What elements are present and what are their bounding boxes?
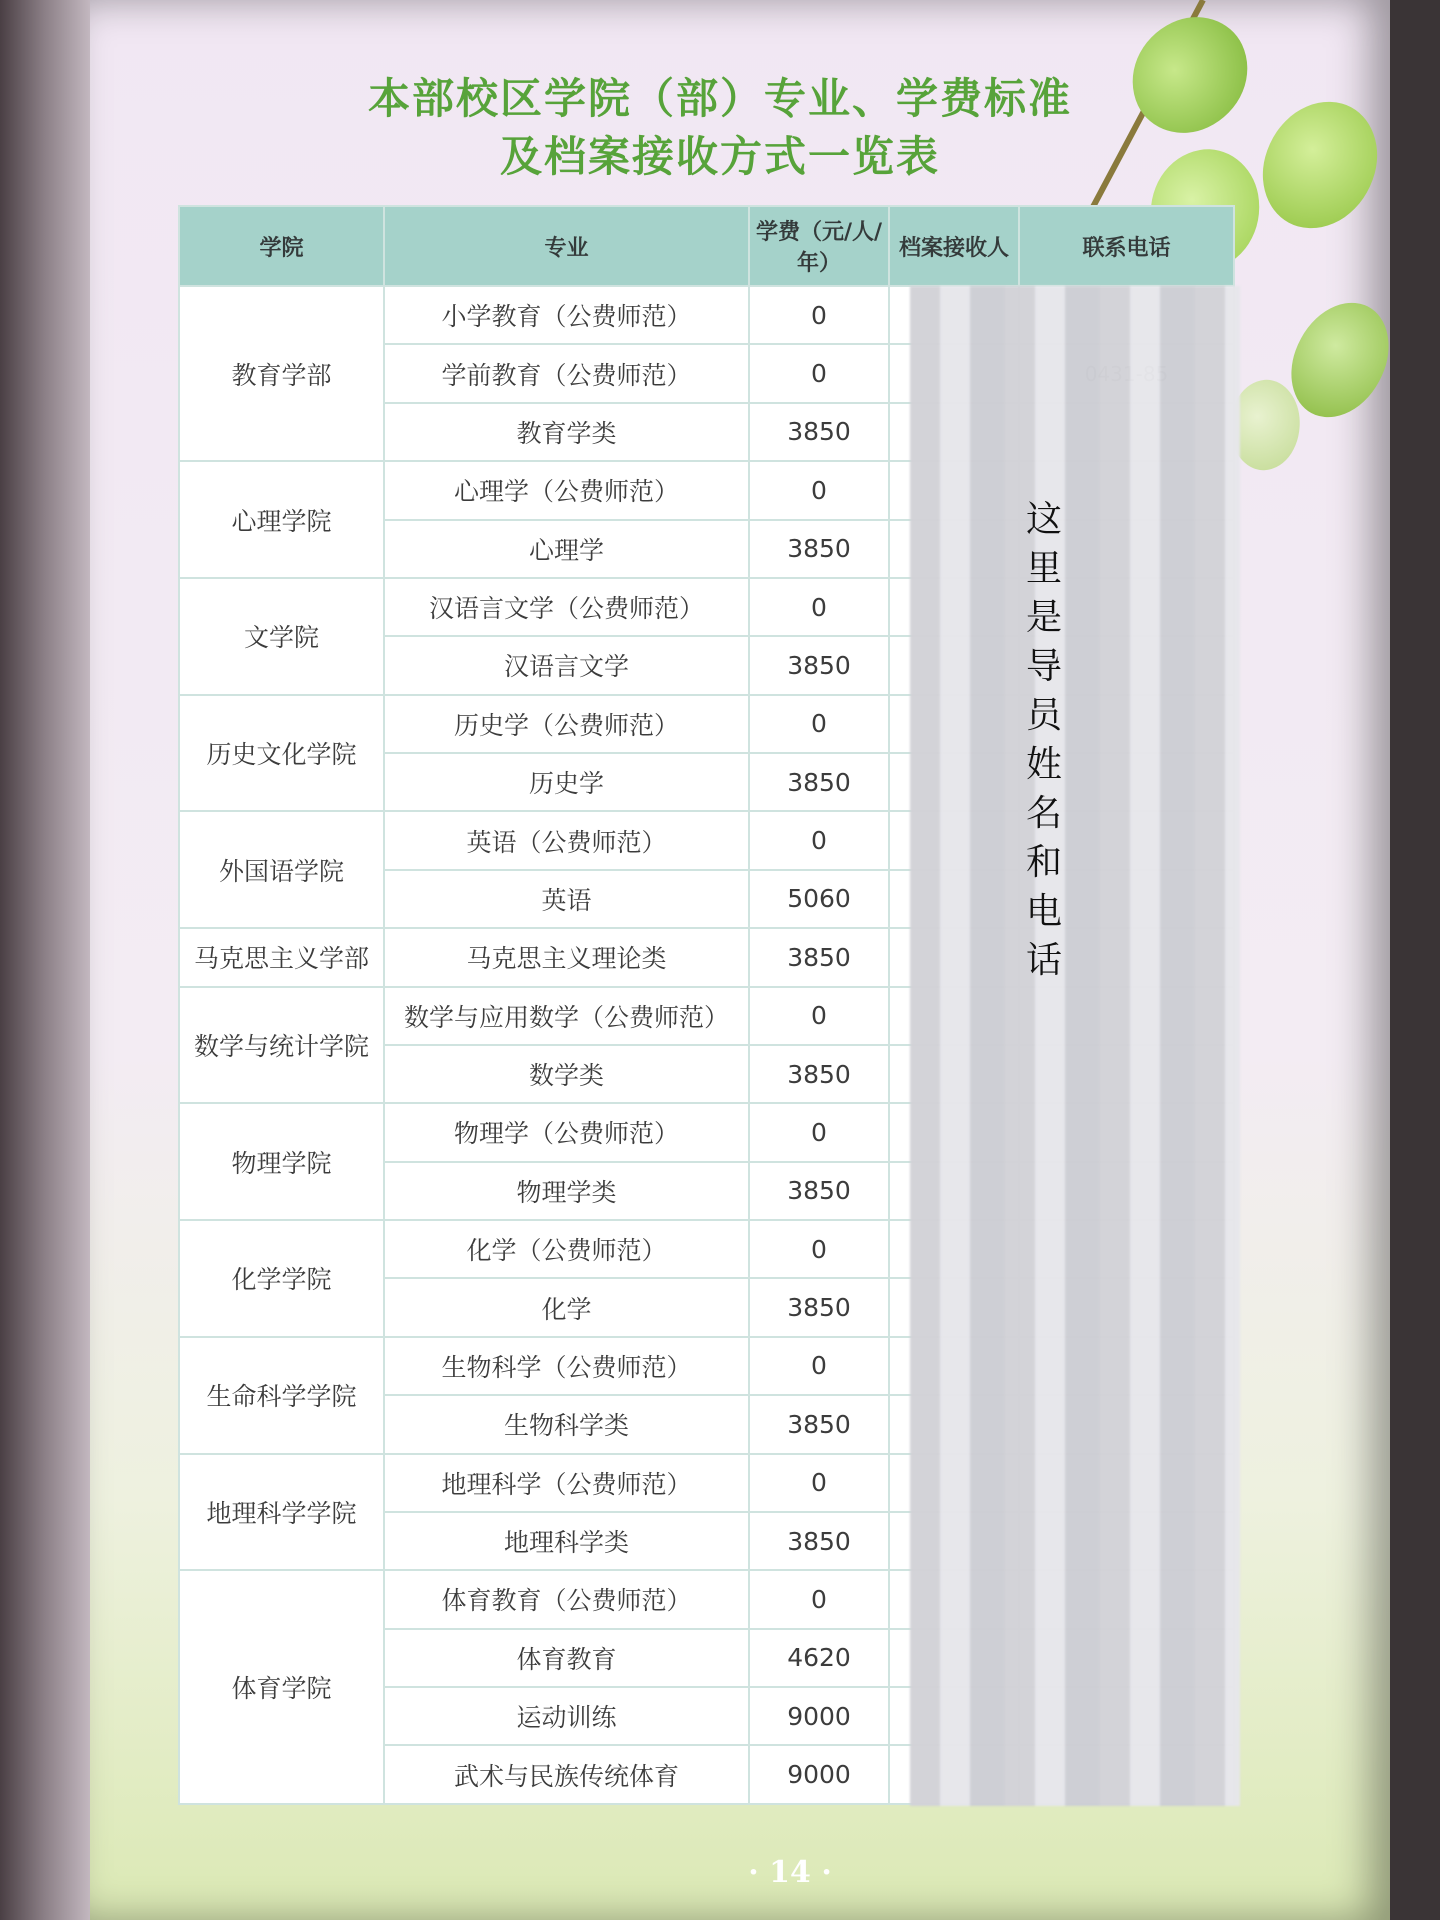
college-cell: 地理科学学院 [179,1454,384,1571]
page-number: · 14 · [748,1855,832,1890]
college-cell: 外国语学院 [179,811,384,928]
fee-cell: 0 [749,1220,889,1278]
major-cell: 学前教育（公费师范） [384,344,749,402]
header-fee: 学费（元/人/年） [749,206,889,286]
header-phone: 联系电话 [1019,206,1234,286]
fee-cell: 3850 [749,753,889,811]
fee-cell: 3850 [749,520,889,578]
overlay-note: 这里是导员姓名和电话 [1025,499,1062,981]
fee-cell: 4620 [749,1629,889,1687]
college-cell: 数学与统计学院 [179,987,384,1104]
fee-cell: 0 [749,1570,889,1628]
major-cell: 历史学 [384,753,749,811]
fee-cell: 0 [749,1454,889,1512]
major-cell: 数学类 [384,1045,749,1103]
table-header-row [179,206,1234,286]
fee-cell: 0 [749,344,889,402]
college-cell: 化学学院 [179,1220,384,1337]
major-cell: 地理科学（公费师范） [384,1454,749,1512]
fee-cell: 3850 [749,636,889,694]
fee-cell: 9000 [749,1687,889,1745]
major-cell: 体育教育（公费师范） [384,1570,749,1628]
fee-cell: 0 [749,987,889,1045]
title-line-1: 本部校区学院（部）专业、学费标准 [367,74,1072,123]
major-cell: 数学与应用数学（公费师范） [384,987,749,1045]
redaction-overlay [910,286,1240,1806]
major-cell: 化学 [384,1278,749,1336]
major-cell: 物理学（公费师范） [384,1103,749,1161]
fee-cell: 3850 [749,928,889,986]
college-cell: 教育学部 [179,286,384,461]
college-cell: 文学院 [179,578,384,695]
fee-cell: 3850 [749,1162,889,1220]
major-cell: 生物科学（公费师范） [384,1337,749,1395]
major-cell: 武术与民族传统体育 [384,1745,749,1804]
major-cell: 地理科学类 [384,1512,749,1570]
major-cell: 心理学（公费师范） [384,461,749,519]
fee-cell: 0 [749,1103,889,1161]
major-cell: 物理学类 [384,1162,749,1220]
college-cell: 物理学院 [179,1103,384,1220]
header-major: 专业 [384,206,749,286]
major-cell: 英语（公费师范） [384,811,749,869]
book-spine-shadow [0,0,100,1920]
college-cell: 体育学院 [179,1570,384,1804]
major-cell: 汉语言文学 [384,636,749,694]
fee-cell: 9000 [749,1745,889,1804]
major-cell: 英语 [384,870,749,928]
major-cell: 马克思主义理论类 [384,928,749,986]
fee-cell: 3850 [749,1395,889,1453]
fee-cell: 0 [749,286,889,344]
college-cell: 生命科学学院 [179,1337,384,1454]
major-cell: 体育教育 [384,1629,749,1687]
fee-cell: 3850 [749,1278,889,1336]
major-cell: 心理学 [384,520,749,578]
header-college: 学院 [179,206,384,286]
page-title [320,70,1120,186]
major-cell: 生物科学类 [384,1395,749,1453]
college-cell: 马克思主义学部 [179,928,384,986]
fee-cell: 0 [749,811,889,869]
major-cell: 教育学类 [384,403,749,461]
major-cell: 化学（公费师范） [384,1220,749,1278]
fee-cell: 0 [749,461,889,519]
fee-cell: 3850 [749,403,889,461]
major-cell: 小学教育（公费师范） [384,286,749,344]
fee-cell: 0 [749,1337,889,1395]
fee-cell: 5060 [749,870,889,928]
major-cell: 历史学（公费师范） [384,695,749,753]
college-cell: 心理学院 [179,461,384,578]
college-cell: 历史文化学院 [179,695,384,812]
fee-cell: 0 [749,695,889,753]
fee-cell: 0 [749,578,889,636]
header-receiver: 档案接收人 [889,206,1019,286]
major-cell: 运动训练 [384,1687,749,1745]
title-line-2: 及档案接收方式一览表 [499,132,940,181]
major-cell: 汉语言文学（公费师范） [384,578,749,636]
fee-cell: 3850 [749,1512,889,1570]
fee-cell: 3850 [749,1045,889,1103]
